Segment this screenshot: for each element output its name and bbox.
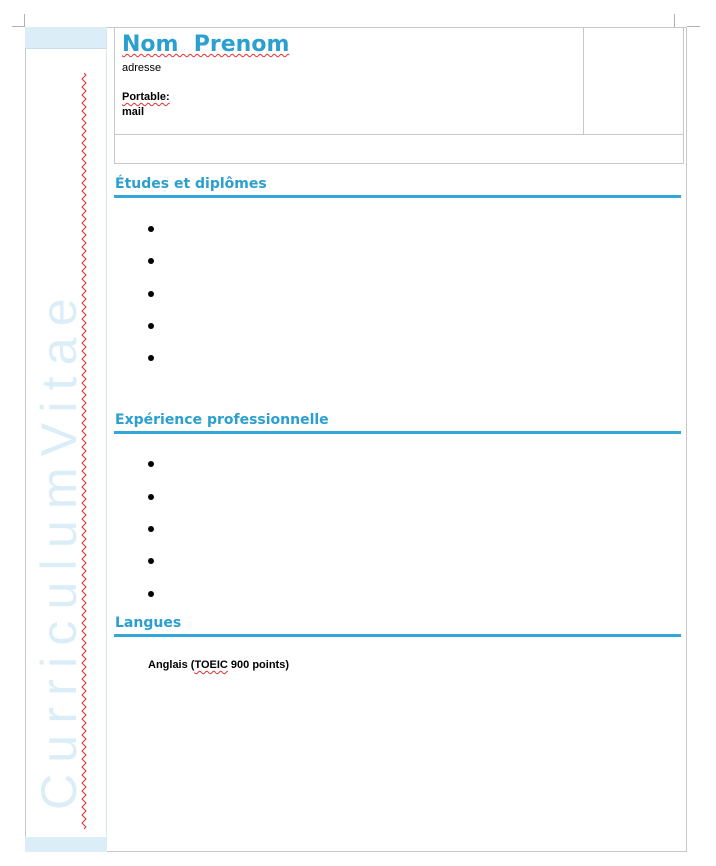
languages-rule [114, 634, 681, 637]
address-text[interactable]: adresse [122, 62, 162, 74]
language-score: 900 points) [227, 659, 289, 671]
list-item[interactable] [148, 226, 154, 232]
vertical-title: CurriculumVitae [31, 287, 87, 810]
list-item[interactable] [148, 461, 154, 467]
sidebar-border [106, 27, 107, 852]
list-item[interactable] [148, 591, 154, 597]
education-title[interactable]: Études et diplômes [115, 176, 267, 192]
sidebar-divider [25, 48, 107, 49]
experience-title[interactable]: Expérience professionnelle [115, 412, 329, 428]
crop-mark [12, 26, 25, 27]
language-item[interactable] [148, 659, 289, 671]
language-text: Anglais ( [148, 659, 195, 671]
phone-label[interactable]: Portable: [122, 91, 170, 103]
list-item[interactable] [148, 494, 154, 500]
crop-mark [687, 26, 700, 27]
header-divider [583, 28, 584, 134]
education-rule [114, 195, 681, 198]
languages-title[interactable]: Langues [115, 615, 182, 631]
list-item[interactable] [148, 558, 154, 564]
mail-label[interactable]: mail [122, 106, 145, 118]
header-divider [115, 134, 683, 135]
candidate-name[interactable]: Nom Prenom [122, 32, 290, 57]
sidebar-top-band [25, 27, 107, 48]
language-test: TOEIC [194, 659, 228, 671]
experience-rule [114, 431, 681, 434]
crop-mark [674, 14, 675, 27]
header-table [114, 27, 684, 164]
list-item[interactable] [148, 526, 154, 532]
list-item[interactable] [148, 355, 154, 361]
sidebar-bottom-band [25, 837, 107, 852]
list-item[interactable] [148, 291, 154, 297]
list-item[interactable] [148, 323, 154, 329]
list-item[interactable] [148, 258, 154, 264]
spellcheck-squiggle [80, 73, 88, 833]
